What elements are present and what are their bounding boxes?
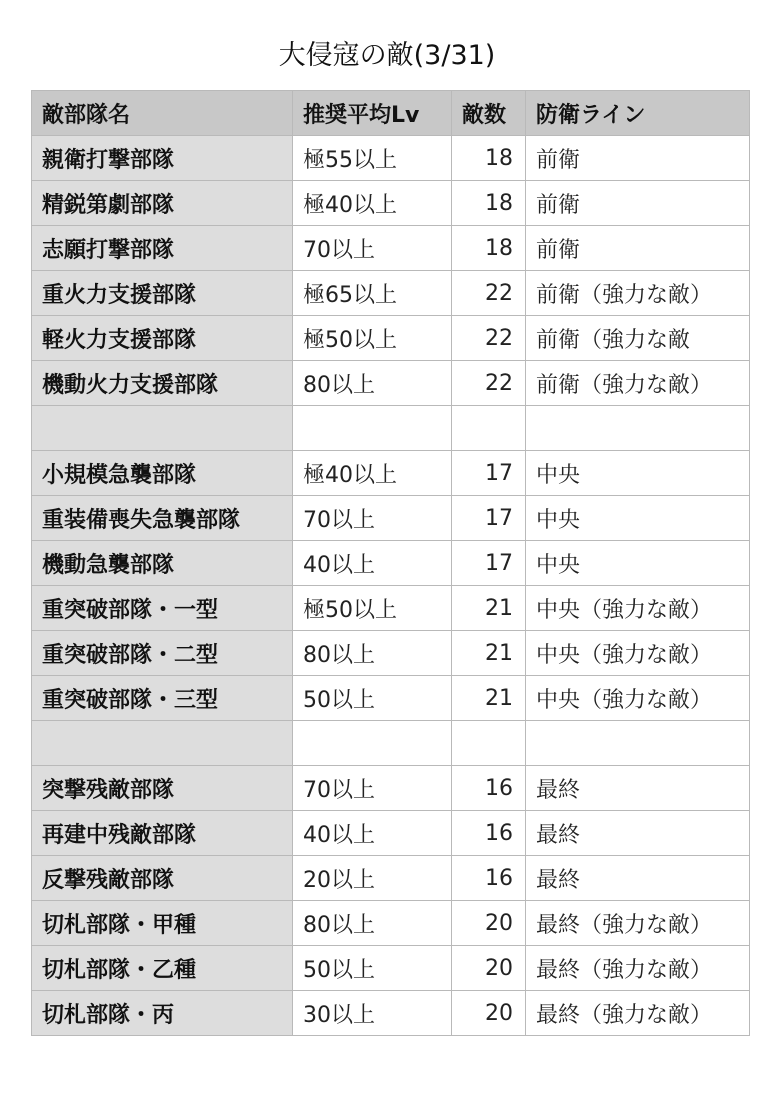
enemy-name-cell: 重突破部隊・二型 <box>32 631 293 676</box>
enemy-count-cell: 20 <box>452 901 526 946</box>
defense-line-cell: 前衛（強力な敵 <box>526 316 750 361</box>
recommended-level-cell: 80以上 <box>293 901 452 946</box>
enemy-name-cell: 重装備喪失急襲部隊 <box>32 496 293 541</box>
defense-line-cell: 最終 <box>526 856 750 901</box>
defense-line-cell: 最終（強力な敵） <box>526 946 750 991</box>
enemy-name-cell: 重突破部隊・三型 <box>32 676 293 721</box>
enemy-count-cell: 21 <box>452 631 526 676</box>
recommended-level-cell: 20以上 <box>293 856 452 901</box>
enemy-count-cell: 17 <box>452 496 526 541</box>
recommended-level-cell: 80以上 <box>293 631 452 676</box>
table-row <box>32 811 750 856</box>
table-row <box>32 946 750 991</box>
table-row <box>32 631 750 676</box>
defense-line-cell: 中央（強力な敵） <box>526 586 750 631</box>
enemy-name-cell: 切札部隊・丙 <box>32 991 293 1036</box>
enemy-name-cell: 機動急襲部隊 <box>32 541 293 586</box>
table-row <box>32 316 750 361</box>
recommended-level-cell: 極65以上 <box>293 271 452 316</box>
enemy-count-cell: 20 <box>452 946 526 991</box>
defense-line-cell: 前衛 <box>526 136 750 181</box>
enemy-count-cell: 21 <box>452 676 526 721</box>
defense-line-cell: 前衛 <box>526 226 750 271</box>
enemy-count-cell: 18 <box>452 181 526 226</box>
defense-line-cell <box>526 406 750 451</box>
header-enemy-name: 敵部隊名 <box>32 91 293 136</box>
enemy-count-cell: 16 <box>452 766 526 811</box>
header-recommended-level: 推奨平均Lv <box>293 91 452 136</box>
enemy-count-cell: 22 <box>452 316 526 361</box>
enemy-name-cell: 再建中残敵部隊 <box>32 811 293 856</box>
recommended-level-cell: 極40以上 <box>293 451 452 496</box>
recommended-level-cell: 80以上 <box>293 361 452 406</box>
table-row <box>32 136 750 181</box>
enemy-count-cell: 17 <box>452 541 526 586</box>
recommended-level-cell: 30以上 <box>293 991 452 1036</box>
table-header-row <box>32 91 750 136</box>
table-row <box>32 766 750 811</box>
enemy-count-cell: 16 <box>452 811 526 856</box>
enemy-count-cell: 17 <box>452 451 526 496</box>
table-row <box>32 271 750 316</box>
enemy-name-cell: 重火力支援部隊 <box>32 271 293 316</box>
recommended-level-cell: 極50以上 <box>293 586 452 631</box>
enemy-name-cell: 切札部隊・乙種 <box>32 946 293 991</box>
recommended-level-cell: 40以上 <box>293 541 452 586</box>
header-defense-line: 防衛ライン <box>526 91 750 136</box>
enemy-count-cell: 20 <box>452 991 526 1036</box>
defense-line-cell: 前衛（強力な敵） <box>526 271 750 316</box>
recommended-level-cell: 70以上 <box>293 766 452 811</box>
header-enemy-count: 敵数 <box>452 91 526 136</box>
recommended-level-cell: 70以上 <box>293 496 452 541</box>
recommended-level-cell: 極55以上 <box>293 136 452 181</box>
recommended-level-cell: 50以上 <box>293 946 452 991</box>
page-title: 大侵寇の敵(3/31) <box>278 40 496 71</box>
table-row <box>32 586 750 631</box>
recommended-level-cell: 50以上 <box>293 676 452 721</box>
defense-line-cell: 最終（強力な敵） <box>526 901 750 946</box>
enemy-count-cell: 22 <box>452 361 526 406</box>
recommended-level-cell: 40以上 <box>293 811 452 856</box>
table-row <box>32 541 750 586</box>
recommended-level-cell: 極40以上 <box>293 181 452 226</box>
table-row <box>32 496 750 541</box>
defense-line-cell: 中央（強力な敵） <box>526 676 750 721</box>
defense-line-cell: 中央 <box>526 451 750 496</box>
enemy-name-cell: 切札部隊・甲種 <box>32 901 293 946</box>
defense-line-cell: 最終（強力な敵） <box>526 991 750 1036</box>
enemy-count-cell: 18 <box>452 136 526 181</box>
enemy-count-cell <box>452 721 526 766</box>
table-row <box>32 181 750 226</box>
enemy-name-cell: 軽火力支援部隊 <box>32 316 293 361</box>
enemy-name-cell <box>32 721 293 766</box>
enemy-count-cell <box>452 406 526 451</box>
enemy-name-cell: 小規模急襲部隊 <box>32 451 293 496</box>
table-row <box>32 676 750 721</box>
enemy-name-cell: 反撃残敵部隊 <box>32 856 293 901</box>
defense-line-cell: 前衛（強力な敵） <box>526 361 750 406</box>
enemy-name-cell: 精鋭第劇部隊 <box>32 181 293 226</box>
recommended-level-cell: 極50以上 <box>293 316 452 361</box>
defense-line-cell <box>526 721 750 766</box>
enemy-name-cell: 志願打撃部隊 <box>32 226 293 271</box>
table-row <box>32 991 750 1036</box>
recommended-level-cell <box>293 406 452 451</box>
defense-line-cell: 中央（強力な敵） <box>526 631 750 676</box>
table-row <box>32 226 750 271</box>
enemy-name-cell <box>32 406 293 451</box>
enemy-name-cell: 突撃残敵部隊 <box>32 766 293 811</box>
table-spacer-row <box>32 406 750 451</box>
defense-line-cell: 中央 <box>526 541 750 586</box>
enemy-name-cell: 重突破部隊・一型 <box>32 586 293 631</box>
enemy-count-cell: 21 <box>452 586 526 631</box>
table-body <box>32 136 750 1036</box>
table-row <box>32 361 750 406</box>
table-row <box>32 451 750 496</box>
enemy-count-cell: 22 <box>452 271 526 316</box>
recommended-level-cell: 70以上 <box>293 226 452 271</box>
defense-line-cell: 最終 <box>526 766 750 811</box>
enemy-name-cell: 親衛打撃部隊 <box>32 136 293 181</box>
enemy-table <box>31 90 750 1036</box>
table-row <box>32 856 750 901</box>
enemy-count-cell: 16 <box>452 856 526 901</box>
defense-line-cell: 中央 <box>526 496 750 541</box>
defense-line-cell: 最終 <box>526 811 750 856</box>
defense-line-cell: 前衛 <box>526 181 750 226</box>
enemy-count-cell: 18 <box>452 226 526 271</box>
enemy-name-cell: 機動火力支援部隊 <box>32 361 293 406</box>
recommended-level-cell <box>293 721 452 766</box>
table-spacer-row <box>32 721 750 766</box>
table-row <box>32 901 750 946</box>
